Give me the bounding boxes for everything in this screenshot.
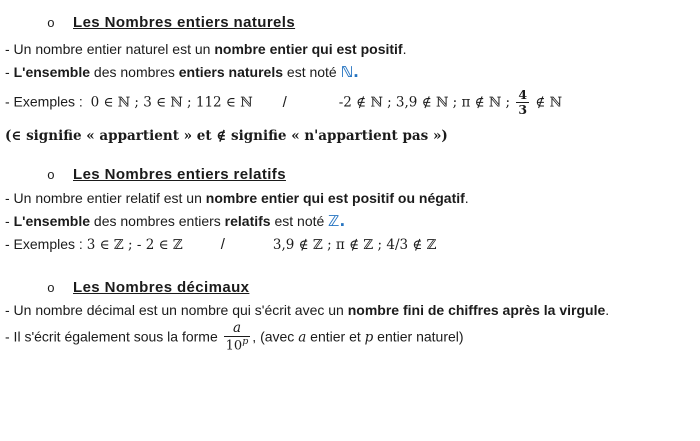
forme-text3: entier et: [306, 328, 365, 345]
forme-text: - Il s'écrit également sous la forme: [5, 328, 222, 345]
fraction-numerator: a: [232, 319, 241, 336]
fraction-4-3: [516, 88, 529, 118]
heading-text: Les Nombres entiers naturels: [73, 14, 296, 31]
ensemble-line: [5, 65, 700, 79]
denominator-base: 10: [225, 338, 243, 354]
comma: ,: [252, 328, 257, 345]
ensemble-bold: L'ensemble: [13, 64, 91, 80]
dash: -: [5, 64, 14, 80]
examples-in-set: 3 ∈ ℤ ; - 2 ∈ ℤ: [86, 236, 183, 253]
definition-period: .: [605, 301, 610, 318]
heading-text: Les Nombres entiers relatifs: [73, 165, 286, 183]
examples-line: [5, 88, 700, 118]
forme-text2: (avec: [256, 328, 299, 345]
heading-entiers-relatifs: [47, 167, 700, 184]
forme-text4: entier naturel): [373, 328, 464, 345]
examples-in-set: 0 ∈ ℕ ; 3 ∈ ℕ ; 112 ∈ ℕ: [90, 94, 253, 111]
definition-bold-text: nombre fini de chiffres après la virgule: [347, 301, 606, 318]
definition-line: [5, 303, 700, 317]
circle-bullet-icon: o: [47, 16, 55, 31]
fraction-a-10p: [224, 321, 251, 355]
examples-not-in-set: -2 ∉ ℕ ; 3,9 ∉ ℕ ; π ∉ ℕ ;: [338, 94, 515, 111]
ensemble-bold: L'ensemble: [13, 212, 91, 229]
definition-period: .: [402, 41, 407, 57]
ensemble-text2: est noté: [283, 64, 341, 80]
denominator-exponent: p: [242, 336, 249, 348]
definition-bold-text: nombre entier qui est positif: [214, 41, 403, 57]
ensemble-text: des nombres entiers: [90, 212, 225, 229]
heading-decimaux: [47, 280, 700, 297]
fraction-denominator: [224, 336, 251, 354]
fraction-numerator: 4: [518, 87, 528, 102]
definition-line: [5, 191, 700, 205]
ensemble-bold2: entiers naturels: [178, 64, 284, 80]
definition-text: - Un nombre entier relatif est un: [5, 189, 206, 206]
examples-separator: /: [220, 235, 225, 253]
examples-separator: /: [282, 93, 287, 111]
variable-p: p: [364, 329, 374, 346]
definition-text: - Un nombre entier naturel est un: [5, 41, 215, 57]
heading-text: Les Nombres décimaux: [73, 278, 250, 296]
circle-bullet-icon: o: [47, 167, 55, 183]
section-entiers-naturels: [5, 15, 700, 145]
dash: -: [5, 212, 14, 229]
variable-a: a: [298, 329, 307, 346]
definition-text: - Un nombre décimal est un nombre qui s'écrit avec un: [5, 301, 348, 318]
section-decimaux: [5, 280, 700, 355]
examples-line: [5, 237, 700, 252]
definition-bold-text: nombre entier qui est positif ou négatif: [205, 189, 465, 206]
ensemble-bold2: relatifs: [224, 212, 271, 229]
section-entiers-relatifs: [5, 167, 700, 252]
ensemble-text2: est noté: [270, 212, 329, 229]
set-symbol-N: ℕ.: [340, 63, 359, 81]
heading-entiers-naturels: [47, 15, 700, 32]
set-symbol-Z: ℤ.: [328, 211, 346, 230]
examples-label: - Exemples :: [5, 235, 87, 252]
definition-line: [5, 42, 700, 56]
membership-note: (∈ signifie « appartient » et ∉ signifie « n'appartient pas »): [5, 127, 448, 144]
examples-not-in-set: 3,9 ∉ ℤ ; π ∉ ℤ ; 4/3 ∉ ℤ: [272, 236, 437, 253]
examples-label: - Exemples :: [5, 93, 91, 110]
ensemble-text: des nombres: [90, 64, 179, 80]
definition-period: .: [464, 189, 469, 206]
circle-bullet-icon: o: [47, 280, 55, 296]
examples-tail: ∉ ℕ: [531, 94, 562, 111]
ensemble-line: [5, 211, 700, 230]
forme-line: [5, 321, 700, 355]
fraction-denominator: 3: [518, 102, 528, 118]
